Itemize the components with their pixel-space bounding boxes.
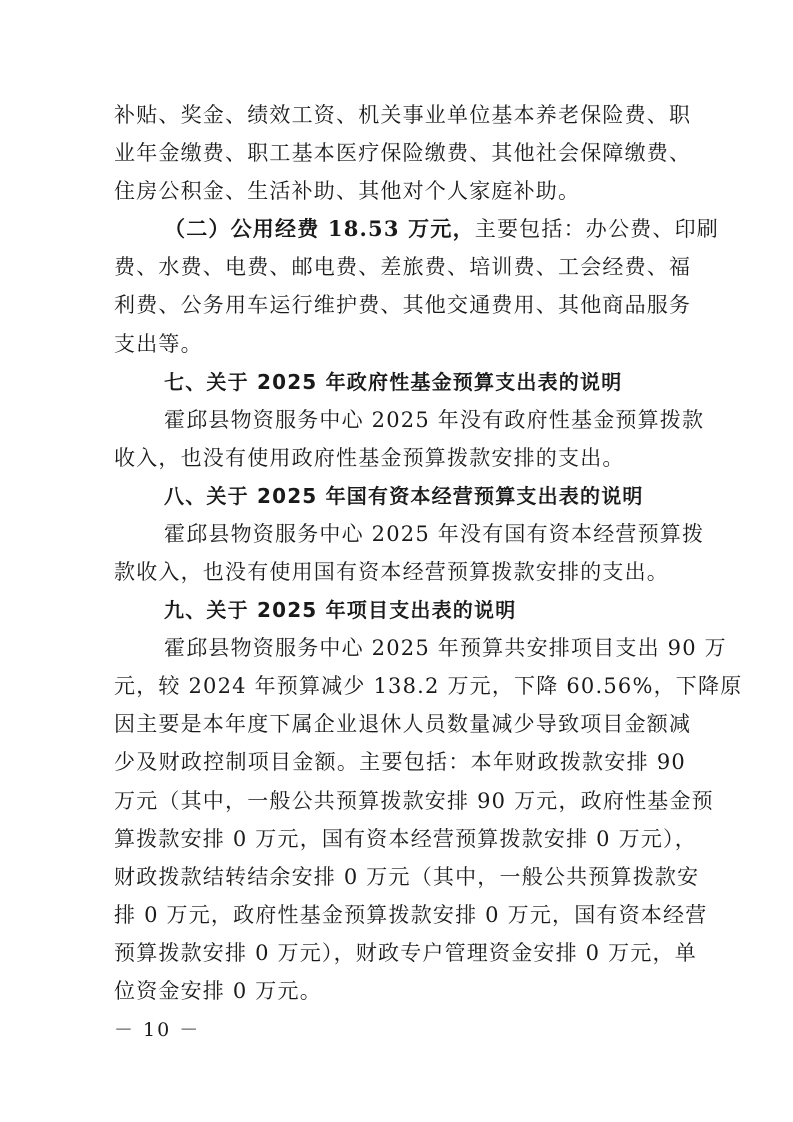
public-funds-first-line	[164, 210, 719, 248]
body-line: 霍邱县物资服务中心 2025 年没有国有资本经营预算拨	[164, 522, 705, 546]
section-heading-9: 九、关于 2025 年项目支出表的说明	[164, 598, 517, 622]
body-line: 霍邱县物资服务中心 2025 年没有政府性基金预算拨款	[164, 408, 705, 432]
body-line: 款收入，也没有使用国有资本经营预算拨款安排的支出。	[114, 560, 669, 584]
body-line: 算拨款安排 0 万元，国有资本经营预算拨款安排 0 万元），	[114, 827, 697, 851]
body-line: 补贴、奖金、绩效工资、机关事业单位基本养老保险费、职	[114, 103, 692, 127]
body-line: 霍邱县物资服务中心 2025 年预算共安排项目支出 90 万	[164, 636, 727, 660]
body-line: 万元（其中，一般公共预算拨款安排 90 万元，政府性基金预	[114, 789, 714, 813]
body-line: 元，较 2024 年预算减少 138.2 万元，下降 60.56%，下降原	[114, 674, 743, 698]
body-line: 位资金安排 0 万元。	[114, 979, 322, 1003]
body-line: 利费、公务用车运行维护费、其他交通费用、其他商品服务	[114, 293, 692, 317]
body-line: 少及财政控制项目金额。主要包括：本年财政拨款安排 90	[114, 750, 686, 774]
body-line: 业年金缴费、职工基本医疗保险缴费、其他社会保障缴费、	[114, 141, 692, 165]
page-number: － 10 －	[114, 1019, 201, 1041]
body-line: 因主要是本年度下属企业退休人员数量减少导致项目金额减	[114, 712, 692, 736]
body-line: 排 0 万元，政府性基金预算拨款安排 0 万元，国有资本经营	[114, 903, 708, 927]
body-line: 预算拨款安排 0 万元），财政专户管理资金安排 0 万元，单	[114, 941, 697, 965]
body-line: 收入，也没有使用政府性基金预算拨款安排的支出。	[114, 446, 625, 470]
section-heading-8: 八、关于 2025 年国有资本经营预算支出表的说明	[164, 484, 644, 508]
body-line: 支出等。	[114, 332, 203, 356]
public-funds-lead: （二）公用经费 18.53 万元，	[164, 216, 475, 241]
body-line: 住房公积金、生活补助、其他对个人家庭补助。	[114, 179, 581, 203]
section-heading-7: 七、关于 2025 年政府性基金预算支出表的说明	[164, 370, 623, 394]
body-line: 财政拨款结转结余安排 0 万元（其中，一般公共预算拨款安	[114, 865, 700, 889]
body-line: 费、水费、电费、邮电费、差旅费、培训费、工会经费、福	[114, 255, 692, 279]
public-funds-rest: 主要包括：办公费、印刷	[474, 217, 719, 241]
